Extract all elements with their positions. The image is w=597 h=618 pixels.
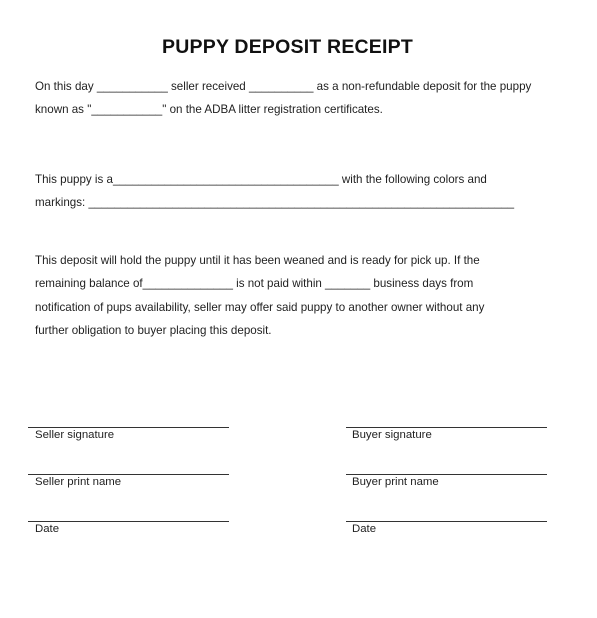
paragraph-line: notification of pups availability, seller may offer said puppy to another owner without any	[35, 300, 485, 314]
seller-print-name-label: Seller print name	[35, 476, 122, 488]
seller-date-label: Date	[35, 523, 60, 535]
paragraph-line: This puppy is a___________________________________ with the following colors and	[35, 173, 487, 186]
paragraph-line: This deposit will hold the puppy until it has been weaned and is ready for pick up. If the	[35, 254, 480, 267]
buyer-signature-label: Buyer signature	[352, 429, 432, 441]
deposit-terms-paragraph	[35, 75, 531, 122]
seller-print-name-line[interactable]	[28, 474, 229, 475]
paragraph-line: known as "___________" on the ADBA litter registration certificates.	[35, 103, 383, 117]
buyer-date-label: Date	[352, 523, 377, 535]
paragraph-line: markings: __________________________________________________________________	[35, 196, 515, 210]
seller-signature-line[interactable]	[28, 427, 229, 428]
paragraph-line: further obligation to buyer placing this deposit.	[35, 323, 272, 337]
paragraph-line: remaining balance of______________ is not paid within _______ business days from	[35, 277, 474, 291]
buyer-print-name-label: Buyer print name	[352, 476, 439, 488]
buyer-signature-line[interactable]	[346, 427, 547, 428]
puppy-description-paragraph	[35, 168, 514, 215]
page-title: PUPPY DEPOSIT RECEIPT	[162, 36, 413, 58]
paragraph-line: On this day ___________ seller received __________ as a non-refundable deposit for the puppy	[35, 80, 532, 93]
buyer-print-name-line[interactable]	[346, 474, 547, 475]
buyer-date-line[interactable]	[346, 521, 547, 522]
hold-conditions-paragraph	[35, 249, 484, 342]
seller-signature-label: Seller signature	[35, 429, 115, 441]
seller-date-line[interactable]	[28, 521, 229, 522]
